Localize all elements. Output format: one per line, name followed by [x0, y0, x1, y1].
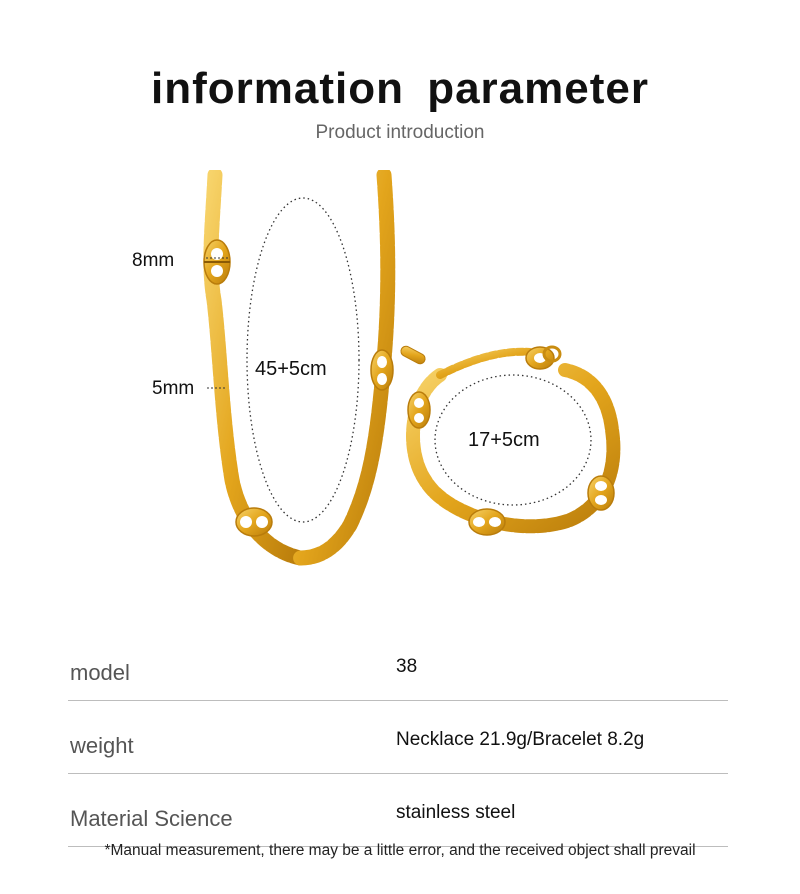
spec-value: Necklace 21.9g/Bracelet 8.2g: [396, 729, 645, 750]
large-width-label: 8mm: [132, 250, 175, 271]
necklace-link-bottom: [236, 508, 272, 536]
spec-value: 38: [396, 656, 418, 677]
spec-value: stainless steel: [396, 802, 516, 823]
small-width-label: 5mm: [152, 378, 195, 399]
page-subtitle: Product introduction: [315, 122, 485, 143]
bracelet-link-right: [588, 476, 614, 510]
bracelet-length-label: 17+5cm: [468, 429, 540, 451]
spec-row-model: [68, 628, 728, 701]
bracelet-clasp: [526, 347, 560, 369]
measurement-note: *Manual measurement, there may be a little error, and the received object shall prevail: [104, 842, 696, 859]
spec-label: Material Science: [70, 806, 233, 831]
spec-label: model: [70, 660, 130, 685]
necklace-link-right: [371, 350, 393, 390]
bracelet-extender: [440, 352, 530, 375]
bracelet-link-bottom: [469, 509, 505, 535]
spec-table: [68, 628, 728, 847]
bracelet-link-left: [408, 392, 430, 428]
bracelet-tag: [399, 344, 427, 365]
product-figure: [0, 170, 800, 590]
spec-label: weight: [70, 733, 134, 758]
spec-row-material: [68, 774, 728, 847]
necklace-link-large: [204, 240, 230, 284]
necklace-length-label: 45+5cm: [255, 358, 327, 380]
jewelry-illustration: [0, 170, 800, 590]
page-title: information parameter: [151, 64, 649, 113]
spec-row-weight: [68, 701, 728, 774]
